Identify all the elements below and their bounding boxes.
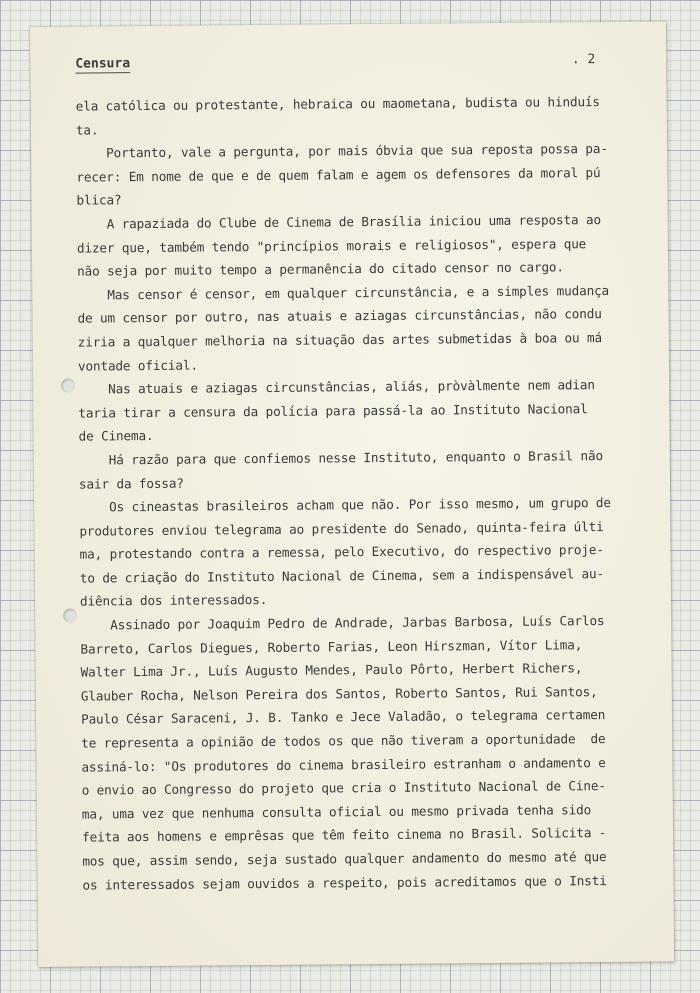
punch-hole: [63, 609, 77, 623]
text-line: Barreto, Carlos Diegues, Roberto Farias, Leon Hirszman, Vítor Lima,: [80, 636, 583, 657]
text-line: A rapaziada do Clube de Cinema de Brasília iniciou uma resposta ao: [76, 211, 601, 232]
text-line: ma, protestando contra a remessa, pelo Executivo, do respectivo proje-: [79, 542, 604, 562]
text-line: produtores enviou telegrama ao presidente do Senado, quinta-feira últi: [79, 518, 604, 539]
text-line: assiná-lo: "Os produtores do cinema brasileiro estranham o andamento e: [81, 754, 606, 775]
text-line: mos que, assim sendo, seja sustado qualquer andamento do mesmo até que: [82, 849, 607, 869]
text-line: dizer que, também tendo "princípios morais e religiosos", espera que: [76, 235, 587, 256]
typewritten-page: [30, 21, 674, 967]
text-line: Os cineastas brasileiros acham que não. Por isso mesmo, um grupo de: [79, 495, 611, 515]
text-line: Glauber Rocha, Nelson Pereira dos Santos, Roberto Santos, Rui Santos,: [80, 683, 598, 704]
text-line: to de criação do Instituto Nacional de Cinema, sem a indispensável au-: [79, 565, 605, 586]
page-title: Censura: [75, 56, 131, 72]
text-line: Paulo César Saraceni, J. B. Tanko e Jece Valadão, o telegrama certamen: [80, 707, 606, 728]
text-line: Nas atuais e aziagas circunstâncias, aliás, pròvàlmente nem adian: [78, 377, 595, 397]
text-line: ela católica ou protestante, hebraica ou maometana, budista ou hinduís: [75, 94, 600, 114]
text-line: te representa a opinião de todos os que não tiveram a oportunidade de: [81, 731, 606, 751]
text-line: recer: Em nome de que e de quem falam e agem os defensores da moral pú: [76, 164, 601, 185]
text-line: sair da fossa?: [78, 475, 184, 492]
text-line: ziria a qualquer melhoria na situação das artes submetidas à boa ou má: [77, 329, 602, 350]
page-header: [75, 52, 595, 81]
page-number: . 2: [571, 52, 596, 68]
text-line: não seja por muito tempo a permanência do citado censor no cargo.: [77, 259, 564, 279]
text-line: blica?: [76, 192, 122, 208]
text-line: de Cinema.: [78, 428, 154, 444]
text-line: Portanto, vale a pergunta, por mais óbvia que sua reposta possa pa-: [76, 141, 608, 161]
text-line: o envio ao Congresso do projeto que cria o Instituto Nacional de Cine-: [81, 778, 606, 798]
text-line: Assinado por Joaquim Pedro de Andrade, Jarbas Barbosa, Luís Carlos: [80, 613, 605, 633]
text-line: Há razão para que confiemos nesse Instituto, enquanto o Brasil não: [78, 447, 604, 468]
punch-hole: [61, 379, 75, 393]
text-line: Mas censor é censor, em qualquer circunstância, e a simples mudança: [77, 282, 610, 303]
text-line: diência dos interessados.: [79, 592, 268, 610]
text-line: ta.: [75, 122, 99, 138]
text-line: Walter Lima Jr., Luís Augusto Mendes, Paulo Pôrto, Herbert Richers,: [80, 660, 583, 680]
body-text: [76, 90, 613, 897]
text-line: os interessados sejam ouvidos a respeito, pois acreditamos que o Insti: [82, 872, 607, 893]
text-line: feita aos homens e emprêsas que têm feito cinema no Brasil. Solicita -: [82, 825, 607, 845]
text-line: taria tirar a censura da polícia para passá-la ao Instituto Nacional: [78, 400, 588, 421]
text-line: ma, uma vez que nenhuma consulta oficial ou mesmo privada tenha sido: [81, 801, 592, 822]
text-line: vontade oficial.: [77, 357, 198, 374]
text-line: de um censor por outro, nas atuais e aziagas circunstâncias, não condu: [77, 306, 602, 326]
